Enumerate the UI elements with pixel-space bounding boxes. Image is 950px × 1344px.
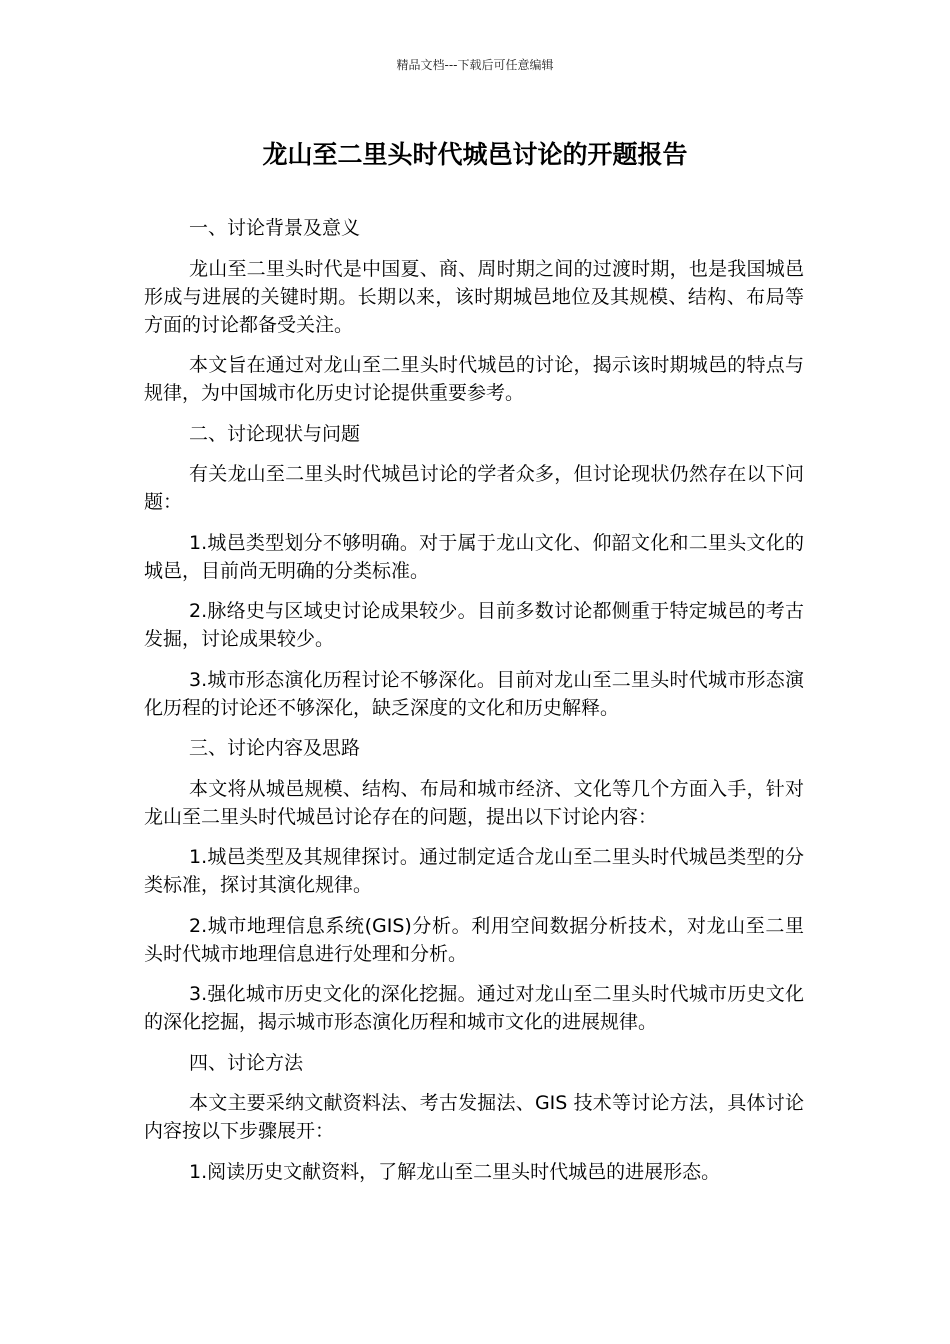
paragraph: 有关龙山至二里头时代城邑讨论的学者众多，但讨论现状仍然存在以下问题： — [144, 463, 804, 513]
list-item: 3.城市形态演化历程讨论不够深化。目前对龙山至二里头时代城市形态演化历程的讨论还不够深化，缺乏深度的文化和历史解释。 — [144, 668, 804, 719]
paragraph: 本文主要采纳文献资料法、考古发掘法、GIS 技术等讨论方法，具体讨论内容按以下步骤展开： — [144, 1092, 804, 1142]
running-header: 精品文档---下载后可任意编辑 — [396, 58, 554, 72]
section-heading-content: 三、讨论内容及思路 — [189, 737, 361, 759]
list-item: 2.城市地理信息系统(GIS)分析。利用空间数据分析技术，对龙山至二里头时代城市地理信息进行处理和分析。 — [144, 914, 804, 965]
section-heading-methods: 四、讨论方法 — [189, 1051, 304, 1074]
section-heading-status: 二、讨论现状与问题 — [189, 422, 361, 445]
list-item: 1.城邑类型划分不够明确。对于属于龙山文化、仰韶文化和二里头文化的城邑，目前尚无明确的分类标准。 — [144, 531, 804, 582]
list-item: 3.强化城市历史文化的深化挖掘。通过对龙山至二里头时代城市历史文化的深化挖掘，揭示城市形态演化历程和城市文化的进展规律。 — [144, 983, 804, 1033]
paragraph: 龙山至二里头时代是中国夏、商、周时期之间的过渡时期，也是我国城邑形成与进展的关键时期。长期以来，该时期城邑地位及其规模、结构、布局等方面的讨论都备受关注。 — [144, 257, 804, 336]
document-body — [144, 214, 804, 1198]
document-title: 龙山至二里头时代城邑讨论的开题报告 — [262, 140, 688, 169]
list-item: 1.阅读历史文献资料，了解龙山至二里头时代城邑的进展形态。 — [189, 1160, 721, 1183]
paragraph: 本文旨在通过对龙山至二里头时代城邑的讨论，揭示该时期城邑的特点与规律，为中国城市化历史讨论提供重要参考。 — [144, 354, 804, 404]
list-item: 1.城邑类型及其规律探讨。通过制定适合龙山至二里头时代城邑类型的分类标准，探讨其演化规律。 — [144, 846, 804, 896]
paragraph: 本文将从城邑规模、结构、布局和城市经济、文化等几个方面入手，针对龙山至二里头时代城邑讨论存在的问题，提出以下讨论内容： — [144, 777, 804, 828]
list-item: 2.脉络史与区域史讨论成果较少。目前多数讨论都侧重于特定城邑的考古发掘，讨论成果较少。 — [144, 600, 804, 650]
section-heading-background: 一、讨论背景及意义 — [189, 217, 361, 239]
